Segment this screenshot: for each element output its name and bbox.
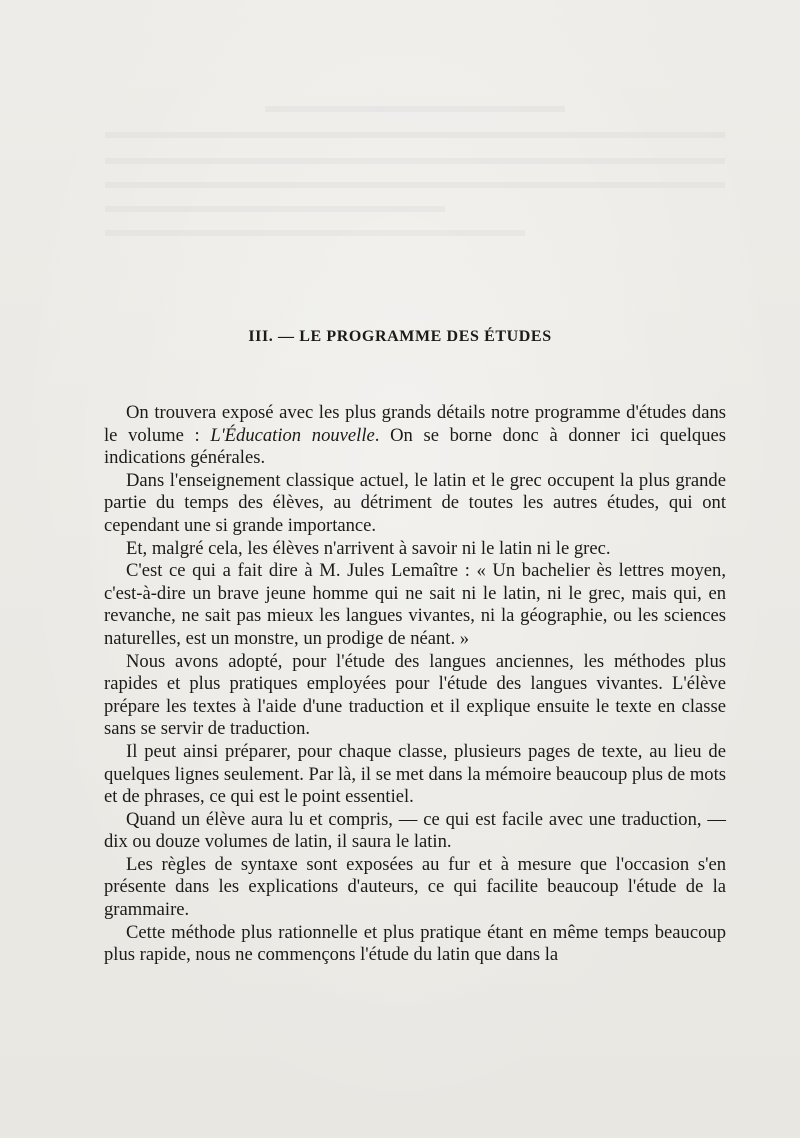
paragraph: Dans l'enseignement classique actuel, le latin et le grec occupent la plus grande partie du temps des élèves, au détriment de toutes les autres études, qui ont cependant une si grande importance. bbox=[104, 469, 726, 536]
body-text bbox=[104, 402, 726, 967]
paragraph: Les règles de syntaxe sont exposées au fur et à mesure que l'occasion s'en présente dans les explications d'auteurs, ce qui facilite beaucoup l'étude de la grammaire. bbox=[104, 853, 726, 921]
paragraph: Nous avons adopté, pour l'étude des langues anciennes, les méthodes plus rapides et plus pratiques employées pour l'étude des langues vivantes. L'élève prépare les textes à l'aide d'une traduction et il explique ensuite le texte en classe sans se servir de traduction. bbox=[104, 650, 726, 740]
paragraph-text: . On se borne donc à donner ici quelques indications générales. bbox=[104, 424, 727, 469]
paragraph: Quand un élève aura lu et compris, — ce qui est facile avec une traduction, — dix ou douze volumes de latin, il saura le latin. bbox=[104, 808, 726, 853]
paragraph: Cette méthode plus rationnelle et plus pratique étant en même temps beaucoup plus rapide, nous ne commençons l'étude du latin que dans la bbox=[104, 921, 726, 966]
section-heading: III. — LE PROGRAMME DES ÉTUDES bbox=[248, 328, 552, 345]
paragraph: C'est ce qui a fait dire à M. Jules Lemaître : « Un bachelier ès lettres moyen, c'est-à-dire un brave jeune homme qui ne sait ni le latin, ni le grec, mais qui, en revanche, ne sait pas mieux les langues vivantes, ni la géographie, ou les sciences naturelles, est un monstre, un prodige de néant. » bbox=[104, 560, 726, 649]
paragraph: Et, malgré cela, les élèves n'arrivent à savoir ni le latin ni le grec. bbox=[126, 537, 611, 559]
paragraph-text: On trouvera exposé avec les plus grands détails notre programme d'études dans le volume : bbox=[104, 402, 726, 446]
book-title: L'Éducation nouvelle bbox=[210, 424, 375, 446]
show-through-shading bbox=[105, 100, 725, 254]
paragraph: Il peut ainsi préparer, pour chaque classe, plusieurs pages de texte, au lieu de quelques lignes seulement. Par là, il se met dans la mémoire beaucoup plus de mots et de phrases, ce qui est le point essentiel. bbox=[104, 740, 726, 808]
paragraph bbox=[104, 402, 726, 470]
